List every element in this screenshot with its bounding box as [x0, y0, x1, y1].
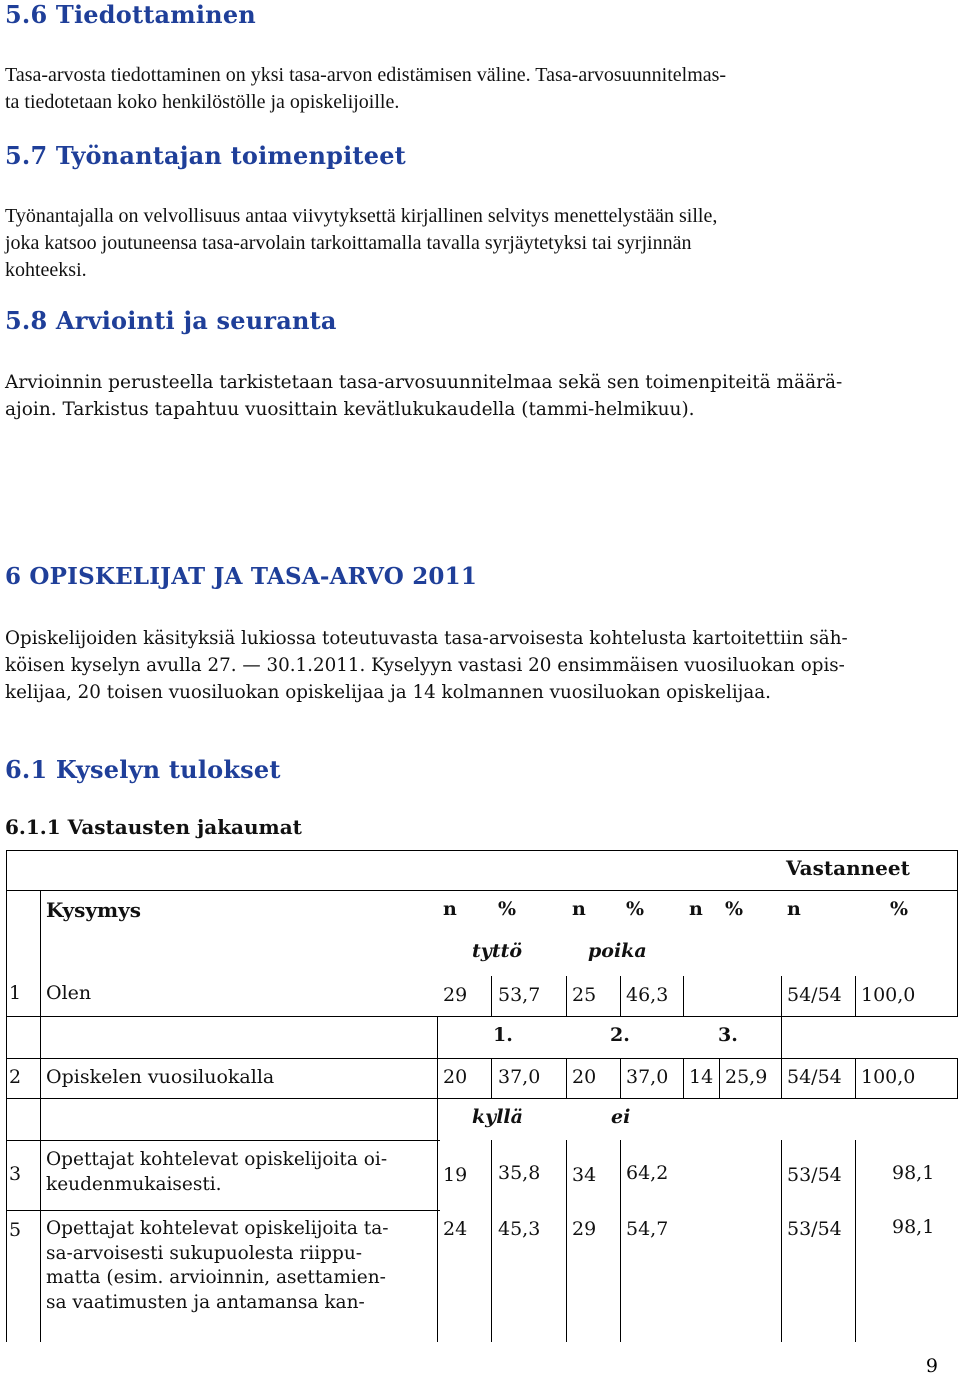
table-border — [6, 890, 958, 891]
cell-value: 35,8 — [498, 1162, 541, 1184]
heading-5-6: 5.6 Tiedottaminen — [5, 0, 256, 29]
table-border — [437, 1016, 438, 1342]
table-border — [6, 1140, 440, 1141]
table-border — [957, 1058, 958, 1098]
page-number: 9 — [925, 1355, 938, 1377]
cell-value: 20 — [443, 1066, 468, 1088]
header-n: n — [689, 898, 703, 920]
table-border — [566, 1140, 567, 1342]
cell-value: 25,9 — [725, 1066, 768, 1088]
cell-value: 54/54 — [787, 1066, 842, 1088]
cell-value: 53,7 — [498, 984, 541, 1006]
subheader-boy: poika — [588, 940, 647, 962]
paragraph-line: joka katsoo joutuneensa tasa-arvolain tarkoittamalla tavalla syrjäytetyksi tai syrjinnän — [5, 232, 692, 254]
table-border — [781, 1140, 782, 1342]
heading-5-8: 5.8 Arviointi ja seuranta — [5, 306, 337, 335]
table-border — [491, 976, 492, 1016]
table-border — [491, 1140, 492, 1342]
table-border — [6, 850, 7, 1342]
row-number: 5 — [9, 1219, 22, 1241]
cell-value: 37,0 — [626, 1066, 669, 1088]
subheader-girl: tyttö — [472, 940, 523, 962]
table-border — [620, 1058, 621, 1098]
cell-value: 53/54 — [787, 1218, 842, 1240]
table-border — [855, 1058, 856, 1098]
heading-6: 6 OPISKELIJAT JA TASA-ARVO 2011 — [5, 563, 478, 590]
header-n: n — [787, 898, 801, 920]
table-border — [566, 976, 567, 1016]
paragraph-5-7 — [5, 203, 717, 284]
paragraph-line: ajoin. Tarkistus tapahtuu vuosittain kevätlukukaudella (tammi-helmikuu). — [5, 399, 695, 420]
header-percent: % — [890, 898, 909, 920]
header-percent: % — [498, 898, 517, 920]
table-border — [957, 850, 958, 1016]
table-border — [6, 1098, 958, 1099]
subheader-no: ei — [611, 1106, 631, 1128]
paragraph-line: kohteeksi. — [5, 259, 87, 281]
paragraph-5-8 — [5, 369, 842, 423]
heading-6-1: 6.1 Kyselyn tulokset — [5, 755, 281, 784]
cell-value: 64,2 — [626, 1162, 669, 1184]
paragraph-line: köisen kyselyn avulla 27. — 30.1.2011. Kyselyyn vastasi 20 ensimmäisen vuosiluokan opis- — [5, 655, 845, 676]
paragraph-6 — [5, 625, 848, 706]
paragraph-line: kelijaa, 20 toisen vuosiluokan opiskelijaa ja 14 kolmannen vuosiluokan opiskelijaa. — [5, 682, 771, 703]
cell-value: 29 — [572, 1218, 597, 1240]
table-border — [620, 1140, 621, 1342]
table-border — [6, 1016, 958, 1017]
cell-value: 19 — [443, 1164, 468, 1186]
table-border — [855, 1140, 856, 1342]
cell-value: 98,1 — [892, 1216, 935, 1238]
subheader-grade-1: 1. — [493, 1024, 513, 1046]
heading-6-1-1: 6.1.1 Vastausten jakaumat — [5, 815, 302, 839]
row-number: 1 — [9, 982, 22, 1004]
cell-value: 54/54 — [787, 984, 842, 1006]
cell-value: 24 — [443, 1218, 468, 1240]
table-border — [781, 1058, 782, 1098]
table-border — [6, 1210, 440, 1211]
cell-value: 37,0 — [498, 1066, 541, 1088]
table-border — [683, 1058, 684, 1098]
table-border — [491, 1058, 492, 1098]
table-border — [6, 1058, 958, 1059]
cell-value: 54,7 — [626, 1218, 669, 1240]
paragraph-line: Tasa-arvosta tiedottaminen on yksi tasa-arvon edistämisen väline. Tasa-arvosuunnitelmas- — [5, 64, 727, 86]
subheader-yes: kyllä — [472, 1106, 523, 1128]
cell-value: 53/54 — [787, 1164, 842, 1186]
cell-value: 25 — [572, 984, 597, 1006]
question-line: keudenmukaisesti. — [46, 1173, 222, 1195]
row-number: 3 — [9, 1163, 22, 1185]
question-line: matta (esim. arvioinnin, asettamien- — [46, 1267, 386, 1288]
cell-value: 34 — [572, 1164, 597, 1186]
paragraph-line: ta tiedotetaan koko henkilöstölle ja opiskelijoille. — [5, 91, 400, 113]
cell-value: 29 — [443, 984, 468, 1006]
header-percent: % — [725, 898, 744, 920]
row-number: 2 — [9, 1066, 22, 1088]
table-border — [855, 976, 856, 1016]
table-border — [781, 1016, 782, 1058]
table-border — [40, 890, 41, 1342]
paragraph-5-6 — [5, 62, 726, 116]
table-border — [781, 976, 782, 1016]
table-border — [683, 976, 684, 1016]
cell-value: 100,0 — [861, 984, 916, 1006]
cell-value: 14 — [689, 1066, 714, 1088]
header-n: n — [572, 898, 586, 920]
paragraph-line: Opiskelijoiden käsityksiä lukiossa toteutuvasta tasa-arvoisesta kohtelusta kartoitettiin säh- — [5, 628, 848, 649]
row-question — [46, 1148, 387, 1197]
cell-value: 98,1 — [892, 1162, 935, 1184]
header-percent: % — [626, 898, 645, 920]
subheader-grade-3: 3. — [718, 1024, 738, 1046]
table-border — [620, 976, 621, 1016]
question-line: sa-arvoisesti sukupuolesta riippu- — [46, 1242, 362, 1264]
row-question: Olen — [46, 982, 92, 1004]
row-question: Opiskelen vuosiluokalla — [46, 1066, 275, 1088]
row-question — [46, 1217, 388, 1315]
cell-value: 100,0 — [861, 1066, 916, 1088]
cell-value: 45,3 — [498, 1218, 541, 1240]
paragraph-line: Työnantajalla on velvollisuus antaa viivytyksettä kirjallinen selvitys menettelystään sille, — [5, 205, 718, 227]
header-vastanneet: Vastanneet — [786, 856, 910, 880]
subheader-grade-2: 2. — [610, 1024, 630, 1046]
paragraph-line: Arvioinnin perusteella tarkistetaan tasa-arvosuunnitelmaa sekä sen toimenpiteitä määrä- — [5, 372, 843, 393]
heading-5-7: 5.7 Työnantajan toimenpiteet — [5, 141, 406, 170]
question-line: Opettajat kohtelevat opiskelijoita oi- — [46, 1149, 388, 1170]
cell-value: 20 — [572, 1066, 597, 1088]
table-border — [566, 1058, 567, 1098]
cell-value: 46,3 — [626, 984, 669, 1006]
table-border — [6, 850, 958, 851]
table-border — [719, 1058, 720, 1098]
header-n: n — [443, 898, 457, 920]
question-line: sa vaatimusten ja antamansa kan- — [46, 1291, 365, 1313]
header-kysymys: Kysymys — [46, 898, 142, 922]
question-line: Opettajat kohtelevat opiskelijoita ta- — [46, 1218, 389, 1239]
